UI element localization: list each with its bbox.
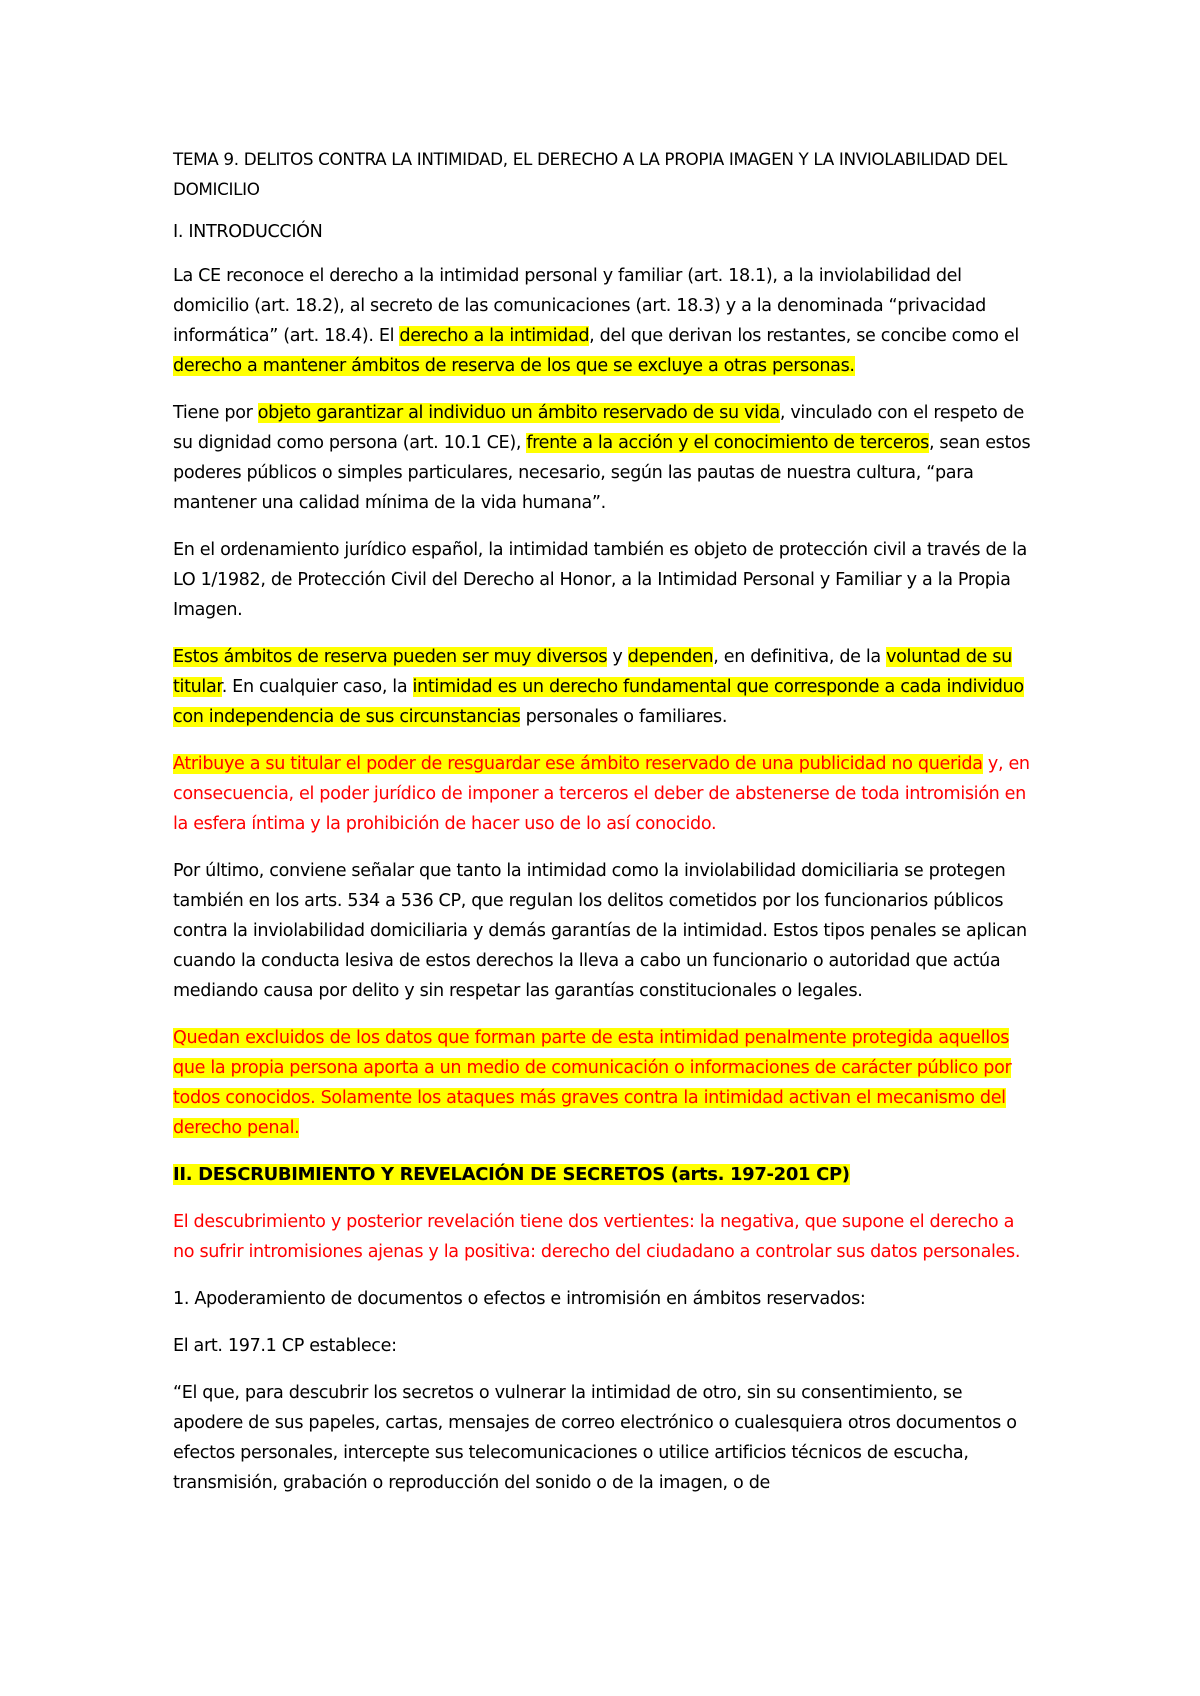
- text-run: personales o familiares.: [520, 707, 728, 727]
- paragraph-section2-2: 1. Apoderamiento de documentos o efectos e intromisión en ámbitos reservados:: [173, 1289, 866, 1309]
- document-page: [173, 144, 1035, 1515]
- text-run: Tiene por: [173, 403, 258, 423]
- paragraph-intro-1: [173, 261, 1035, 381]
- highlight-run: voluntad de su titular: [173, 647, 1012, 697]
- highlight-run: Atribuye a su titular el poder de resguardar ese ámbito reservado de una publicidad no querida: [173, 754, 983, 774]
- highlight-run: intimidad es un derecho fundamental que corresponde a cada individuo con independencia de sus circunstancias: [173, 677, 1024, 727]
- document-title: TEMA 9. DELITOS CONTRA LA INTIMIDAD, EL DERECHO A LA PROPIA IMAGEN Y LA INVIOLABILIDAD DEL DOMICILIO: [173, 149, 1007, 199]
- highlight-run: Estos ámbitos de reserva pueden ser muy diversos: [173, 647, 608, 667]
- text-run: , vinculado con el respeto de su dignidad como persona (art. 10.1 CE),: [173, 403, 1024, 453]
- paragraph-intro-7: [173, 1023, 1035, 1143]
- highlight-run: II. DESCRUBIMIENTO Y REVELACIÓN DE SECRETOS (arts. 197-201 CP): [173, 1164, 850, 1185]
- text-run: y, en consecuencia, el poder jurídico de imponer a terceros el deber de abstenerse de toda intromisión en la esfera íntima y la prohibición de hacer uso de lo así conocido.: [173, 754, 1030, 834]
- paragraph-intro-6: Por último, conviene señalar que tanto la intimidad como la inviolabilidad domiciliaria se protegen también en los arts. 534 a 536 CP, que regulan los delitos cometidos por los funcionarios públicos contra la inviolabilidad domiciliaria y demás garantías de la intimidad. Estos tipos penales se aplican cuando la conducta lesiva de estos derechos la lleva a cabo un funcionario o autoridad que actúa mediando causa por delito y sin respetar las garantías constitucionales o legales.: [173, 861, 1027, 1001]
- highlight-run: dependen: [627, 647, 714, 667]
- highlight-run: objeto garantizar al individuo un ámbito reservado de su vida: [257, 403, 780, 423]
- text-run: , en definitiva, de la: [713, 647, 887, 667]
- paragraph-intro-2: [173, 398, 1035, 518]
- highlight-run: frente a la acción y el conocimiento de terceros: [526, 433, 929, 453]
- highlight-run: Quedan excluidos de los datos que forman parte de esta intimidad penalmente protegida aquellos que la propia persona aporta a un medio de comunicación o informaciones de carácter público por todos conocidos. Solamente los ataques más graves contra la intimidad activan el mecanismo del derecho penal.: [173, 1028, 1012, 1138]
- text-run: , del que derivan los restantes, se concibe como el: [589, 326, 1019, 346]
- paragraph-intro-3: En el ordenamiento jurídico español, la intimidad también es objeto de protección civil a través de la LO 1/1982, de Protección Civil del Derecho al Honor, a la Intimidad Personal y Familiar y a la Propia Imagen.: [173, 540, 1027, 620]
- text-run: . En cualquier caso, la: [221, 677, 413, 697]
- highlight-run: derecho a mantener ámbitos de reserva de los que se excluye a otras personas.: [173, 356, 855, 376]
- paragraph-section2-quote: “El que, para descubrir los secretos o vulnerar la intimidad de otro, sin su consentimiento, se apodere de sus papeles, cartas, mensajes de correo electrónico o cualesquiera otros documentos o efectos personales, intercepte sus telecomunicaciones o utilice artificios técnicos de escucha, transmisión, grabación o reproducción del sonido o de la imagen, o de: [173, 1383, 1017, 1493]
- text-run: y: [607, 647, 628, 667]
- paragraph-intro-4: [173, 642, 1035, 732]
- paragraph-section2-1: El descubrimiento y posterior revelación tiene dos vertientes: la negativa, que supone el derecho a no sufrir intromisiones ajenas y la positiva: derecho del ciudadano a controlar sus datos personales.: [173, 1212, 1021, 1262]
- section-heading-introduccion: I. INTRODUCCIÓN: [173, 222, 323, 242]
- paragraph-intro-5: [173, 749, 1035, 839]
- highlight-run: derecho a la intimidad: [399, 326, 590, 346]
- section-heading-descubrimiento: [173, 1160, 1035, 1190]
- text-run: , sean estos poderes públicos o simples particulares, necesario, según las pautas de nuestra cultura, “para mantener una calidad mínima de la vida humana”.: [173, 433, 1031, 513]
- paragraph-section2-3: El art. 197.1 CP establece:: [173, 1336, 397, 1356]
- text-run: La CE reconoce el derecho a la intimidad personal y familiar (art. 18.1), a la inviolabilidad del domicilio (art. 18.2), al secreto de las comunicaciones (art. 18.3) y a la denominada “privacidad informática” (art. 18.4). El: [173, 266, 986, 346]
